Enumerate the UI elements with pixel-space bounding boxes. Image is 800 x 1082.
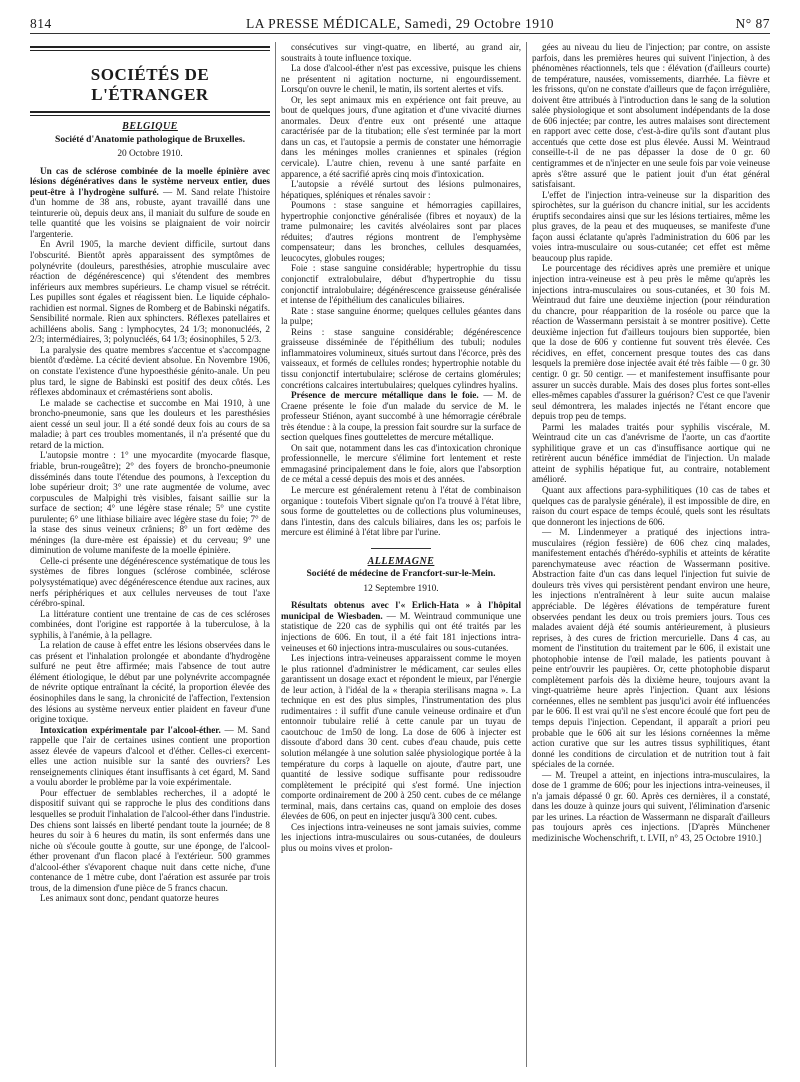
section-separator bbox=[371, 548, 431, 549]
column-divider bbox=[275, 42, 276, 1067]
paragraph-text: — M. Sand rappelle que l'air de certaines usines contient une proportion assez élevée de vapeurs d'alcool et d'éther. Celles-ci exercent-elles une action nuisible sur la santé des ouvriers? Les renseignements cliniques étant insuffisants à cet égard, M. Sand a voulu aborder le problème par la voie expérimentale. bbox=[30, 724, 270, 788]
section-title: SOCIÉTÉS DE L'ÉTRANGER bbox=[90, 65, 210, 104]
session-date: 12 Septembre 1910. bbox=[363, 583, 439, 594]
paragraph bbox=[30, 609, 270, 641]
paragraph bbox=[281, 822, 521, 854]
paragraph bbox=[30, 398, 270, 451]
paragraph-text: — M. Lindenmeyer a pratiqué des injections intra-musculaires (région fessière) de 606 chez cinq malades, manifestement entachés d'hérédo-syphilis et atteints de kératite parenchymateuse avec réaction de Wassermann positive. Abstraction faite d'un cas dans lequel l'injection fut suivie de douleurs très vives qui persistèrent pendant environ une heure, les injections n'entraînèrent à leur suite aucun malaise appréciable. De légères élévations de température furent observées pendant les deux ou trois premiers jours. Tous ces malades avaient déjà été soumis antérieurement, à plusieurs reprises, à des cures de friction mercurielle. Dans 4 cas, au moment de l'institution du traitement par le 606, il existait une photophobie intense de l'œil malade, les patients pouvant à peine entr'ouvrir les paupières. Or, cette photophobie disparut complètement parfois dès la dixième heure, toujours avant la vingt-quatrième heure après l'injection. Quant aux lésions cornéennes, elles ne semblent pas jusqu'ici avoir été influencées par le 606. Il est vrai qu'il ne s'est encore écoulé que fort peu de temps depuis l'injection. Cependant, il apparaît a priori peu probable que le 606 ait sur les lésions cornéennes la même action curative que sur les autres tissus syphilitiques, étant donné les conditions de circulation et de nutrition tout à fait spéciales de la cornée. bbox=[532, 527, 770, 770]
paragraph-text: — M. Weintraud communique une statistique de 220 cas de syphilis qui ont été traités par les injections de 606. En tout, il a été fait 181 injections intra-veineuses et 60 injections intra-musculaires ou sous-cutanées. bbox=[281, 610, 521, 653]
paragraph-text: — M. Sand relate l'histoire d'un homme de 38 ans, robuste, ayant travaillé dans une teinturerie où, depuis deux ans, il maniait du sulfure de soude en telle quantité que les voisins se plaignaient de voir noircir l'argenterie. bbox=[30, 186, 270, 239]
paragraph bbox=[30, 239, 270, 344]
paragraph-lead: Intoxication expérimentale par l'alcool-éther. bbox=[40, 724, 221, 735]
paragraph-text: L'autopsie montre : 1° une myocardite (myocarde flasque, friable, brun-rougeâtre); 2° des foyers de broncho-pneumonie disséminés dans toute l'étendue des poumons, à l'exception du lobe supérieur droit; 3° une rate augmentée de volume, avec corpuscules de Malpighi très visibles, faisant saillie sur la surface de section; 4° une légère stase rénale; 5° une cystite purulente; 6° une lithiase biliaire avec légère stase du foie; 7° de la stase des sinus veineux crâniens; 8° un fort œdème des méninges (la dure-mère est épaissie) et du cerveau; 9° une diminution de volume manifeste de la moelle épinière. bbox=[30, 450, 270, 556]
society-name: Société de médecine de Francfort-sur-le-Mein. bbox=[306, 568, 496, 580]
paragraph-text: Le mercure est généralement retenu à l'état de combinaison organique : toutefois Vibert signale qu'on l'a trouvé à l'état libre, sous forme de gouttelettes ou de collections plus volumineuses, dans l'intestin, dans des calculs biliaires, dans les os; parfois le mercure est éliminé à l'état libre par l'urine. bbox=[281, 484, 521, 538]
paragraph-text: On sait que, notamment dans les cas d'intoxication chronique professionnelle, le mercure s'élimine fort lentement et reste emmagasiné principalement dans le foie, alors que l'absorption de ce métal a cessé depuis des mois et des années. bbox=[281, 442, 521, 485]
header-rule bbox=[30, 33, 770, 34]
paragraph bbox=[281, 485, 521, 538]
section-rule bbox=[30, 111, 270, 116]
paragraph bbox=[281, 653, 521, 822]
paragraph bbox=[532, 263, 770, 421]
paragraph-text: consécutives sur vingt-quatre, en liberté, au grand air, soustraits à toute influence toxique. bbox=[281, 42, 521, 63]
paragraph-text: En Avril 1905, la marche devient difficile, surtout dans l'obscurité. Bientôt après apparaissent des symptômes de polynévrite (douleurs, paresthésies, atrophie musculaire avec réaction de dégénérescence) qui s'étendent des membres inférieurs aux membres supérieurs. Le champ visuel se rétrécit. Les pupilles sont égales et réagissent bien. Le liquide céphalo-rachidien est normal. Signes de Romberg et de Babinski négatifs. Sensibilité normale. Rien aux sphincters. Réflexes patellaires et achilléens abolis. Sang : lymphocytes, 24 1/3; mononucléés, 2 2/3; intermédiaires, 3; polynucléés, 64 1/3; éosinophiles, 5 2/3. bbox=[30, 239, 270, 345]
col2-bottom-body bbox=[281, 600, 521, 853]
paragraph-text: La relation de cause à effet entre les lésions observées dans le cas présent et l'inhalation prolongée et abondante d'hydrogène sulfuré ne peut être affirmée; mais l'absence de tout autre élément étiologique, le début par une polynévrite accompagnée de névrite optique entraînant la cécité, la proportion élevée des éosinophiles dans le sang, la chronicité de l'affection, l'extension des lésions au système nerveux entier plaident en faveur d'une origine toxique. bbox=[30, 640, 270, 725]
paragraph bbox=[30, 556, 270, 609]
paragraph bbox=[532, 422, 770, 485]
paragraph-text: Foie : stase sanguine considérable; hypertrophie du tissu conjonctif extralobulaire, début d'hypertrophie du tissu conjonctif intralobulaire; dégénérescence graisseuse généralisée et intense de l'épithélium des canalicules biliaires. bbox=[281, 263, 521, 306]
paragraph-lead: Présence de mercure métallique dans le foie. bbox=[291, 390, 479, 401]
paragraph-text: La dose d'alcool-éther n'est pas excessive, puisque les chiens ne présentent ni agitation nocturne, ni engourdissement. Lorsqu'on ouvre le chenil, le matin, ils sortent alertes et vifs. bbox=[281, 63, 521, 95]
journal-title: LA PRESSE MÉDICALE, Samedi, 29 Octobre 1910 bbox=[246, 16, 554, 31]
paragraph bbox=[532, 190, 770, 264]
paragraph bbox=[281, 95, 521, 179]
paragraph bbox=[281, 390, 521, 443]
paragraph bbox=[532, 42, 770, 190]
paragraph bbox=[281, 600, 521, 653]
paragraph bbox=[281, 179, 521, 200]
paragraph bbox=[30, 893, 270, 904]
paragraph bbox=[281, 443, 521, 485]
paragraph-text: L'effet de l'injection intra-veineuse sur la disparition des spirochètes, sur la guérison du chancre initial, sur les accidents éruptifs secondaires ainsi que sur les lésions tertiaires, même les plus graves, de la peau et des muqueuses, se manifeste d'une façon aussi éclatante qu'après l'administration du 606 par les voies intra-musculaire ou sous-cutanée; cet effet est même beaucoup plus rapide. bbox=[532, 189, 770, 263]
paragraph bbox=[281, 327, 521, 390]
column-3 bbox=[532, 42, 770, 1072]
paragraph-text: Parmi les malades traités pour syphilis viscérale, M. Weintraud cite un cas d'anévrisme de l'aorte, un cas d'aortite syphilitique grave et un cas d'insuffisance aortique qui ne retirèrent aucun bénéfice immédiat de l'injection. Un malade atteint de syphilis hépatique fut, au contraire, notablement amélioré. bbox=[532, 421, 770, 485]
page-number: 814 bbox=[30, 16, 52, 31]
paragraph bbox=[281, 200, 521, 263]
paragraph bbox=[532, 485, 770, 527]
paragraph bbox=[30, 725, 270, 788]
paragraph-text: Quant aux affections para-syphilitiques (10 cas de tabes et quelques cas de paralysie générale), il est impossible de dire, en raison du court espace de temps écoulé, quels sont les résultats que donneront les injections de 606. bbox=[532, 484, 770, 527]
paragraph-text: Les animaux sont donc, pendant quatorze heures bbox=[40, 893, 219, 904]
paragraph-text: Rate : stase sanguine énorme; quelques cellules géantes dans la pulpe; bbox=[281, 305, 521, 327]
country-heading: BELGIQUE bbox=[122, 121, 178, 132]
section-rule bbox=[30, 46, 270, 51]
column-divider bbox=[526, 42, 527, 1067]
issue-number: N° 87 bbox=[735, 16, 770, 31]
paragraph bbox=[30, 450, 270, 555]
paragraph-text: La littérature contient une trentaine de cas de ces scléroses combinées, dont l'origine est rapportée à la tuberculose, à la syphilis, à l'anémie, à la pellagre. bbox=[30, 608, 270, 640]
column-2 bbox=[281, 42, 521, 1072]
paragraph-text: La paralysie des quatre membres s'accentue et s'accompagne bientôt d'œdème. La cécité devient absolue. En Novembre 1906, on constate l'existence d'une hypoesthésie génito-anale. Un peu plus tard, le signe de Babinski est positif des deux côtés. Les réflexes abdominaux et crémastériens sont abolis. bbox=[30, 344, 270, 398]
session-date: 20 Octobre 1910. bbox=[117, 149, 183, 160]
paragraph-text: Reins : stase sanguine considérable; dégénérescence graisseuse disséminée de l'épithélium des tubuli; nodules inflammatoires volumineux, situés surtout dans l'écorce, près des vaisseaux, et formés de cellules rondes; hypertrophie notable du tissu conjonctif intertubulaire; sclérose de certains glomérules; concrétions calcaires intertubulaires; quelques cylindres hyalins. bbox=[281, 326, 521, 390]
paragraph bbox=[30, 345, 270, 398]
paragraph-text: Ces injections intra-veineuses ne sont jamais suivies, comme les injections intra-musculaires ou sous-cutanées, de douleurs plus ou moins vives et prolon- bbox=[281, 821, 521, 853]
paragraph bbox=[532, 527, 770, 770]
paragraph bbox=[30, 640, 270, 724]
paragraph bbox=[30, 788, 270, 893]
col2-top-body bbox=[281, 42, 521, 538]
paragraph bbox=[281, 263, 521, 305]
paragraph-text: — M. Treupel a atteint, en injections intra-musculaires, la dose de 1 gramme de 606; pour les injections intra-veineuses, il n'a jamais dépassé 0 gr. 60. Après ces dernières, il a constaté, dans les douze à quinze jours qui suivent, l'élimination d'arsenic par les urines. La réaction de Wassermann ne disparaît d'ailleurs pas toujours après ces injections. [D'après Münchener medizinische Wochenschrift, t. LVII, n° 43, 25 Octobre 1910.] bbox=[532, 769, 770, 844]
col3-body bbox=[532, 42, 770, 844]
paragraph bbox=[532, 770, 770, 844]
paragraph-text: gées au niveau du lieu de l'injection; par contre, on assiste parfois, dans les premières heures qui suivent l'injection, à des phénomènes réactionnels, tels que : élévation (d'ailleurs courte) de température, nausées, vomissements, diarrhée. La fièvre et les frissons, qu'on ne constate d'ailleurs que de façon irrégulière, doivent être attribués à l'introduction dans le sang de la solution salée physiologique et sont absolument indépendants de la dose de 606 injectée; par contre, les autres malaises sont directement en rapport avec cette dose, c'est-à-dire qu'ils sont d'autant plus accentués que cette dose est plus élevée. Aussi M. Weintraud conseille-t-il de ne pas dépasser la dose de 0 gr. 60 centigrammes et de n'injecter en une seule fois par voie veineuse après s'être assuré que le patient jouit d'un état général satisfaisant. bbox=[532, 42, 770, 190]
paragraph-lead: Résultats obtenus avec l'« Erlich-Hata » à l'hôpital municipal de Wiesbaden. bbox=[281, 600, 521, 621]
paragraph bbox=[281, 42, 521, 63]
paragraph bbox=[281, 306, 521, 327]
paragraph-text: L'autopsie a révélé surtout des lésions pulmonaires, hépatiques, spléniques et rénales savoir : bbox=[281, 179, 521, 200]
paragraph-text: Les injections intra-veineuses apparaissent comme le moyen le plus rationnel d'administrer le médicament, car seules elles garantissent un dosage exact et répondent le mieux, par l'énergie de leur action, à l'idéal de la « therapia sterilisans magna ». La technique en est des plus simples, l'instrumentation des plus rudimentaires : il suffit d'une canule veineuse ordinaire et d'un entonnoir tubulaire relié à cette canule par un tuyau de caoutchouc de 1m50 de long. La dose de 606 à injecter est dissoute d'abord dans 30 cent. cubes d'eau chaude, puis cette solution mélangée à une solution salée physiologique portée à la température du corps à laquelle on ajoute, d'autre part, une quantité de lessive sodique suffisante pour redissoudre complètement le précipité qui s'est formé. Une injection comporte ordinairement de 200 à 250 cent. cubes de ce mélange terminal, mais, dans certains cas, quand on emploie des doses élevées de 606, on peut en injecter jusqu'à 300 cent. cubes. bbox=[281, 653, 521, 822]
col1-body bbox=[30, 166, 270, 904]
paragraph-text: Le malade se cachectise et succombe en Mai 1910, à une broncho-pneumonie, sans que les douleurs et les paresthésies aient cessé un seul jour. Il a été sondé deux fois au cours de sa maladie; à part ces troubles momentanés, il n'a présenté que du retard de la miction. bbox=[30, 397, 270, 450]
page-header bbox=[30, 8, 770, 36]
paragraph-text: Poumons : stase sanguine et hémorragies capillaires, hypertrophie conjonctive généralisée (fibres et noyaux) de la trame pulmonaire; les cavités alvéolaires sont par places réduites; d'autres régions montrent de l'emphysème compensateur; dans les bronches, cellules desquamées, leucocytes, globules rouges; bbox=[281, 200, 521, 263]
paragraph bbox=[281, 63, 521, 95]
paragraph-lead: Un cas de sclérose combinée de la moelle épinière avec lésions dégénératives dans le système nerveux entier, dues peut-être à l'hydrogène sulfuré. bbox=[30, 165, 270, 197]
paragraph-text: — M. de Craene présente le foie d'un malade du service de M. le professeur Stiénon, ayant succombé à une hémorragie cérébrale très étendue : à la coupe, la pression fait sourdre sur la surface de section quelques fines gouttelettes de mercure métallique. bbox=[281, 390, 521, 443]
paragraph-text: Celle-ci présente une dégénérescence systématique de tous les systèmes de fibres longues (sclérose combinée, sclérose polysystématique) avec dégénérescence étendue aux racines, aux nerfs périphériques et aux cellules nerveuses de tout l'axe cérébro-spinal. bbox=[30, 555, 270, 609]
paragraph-text: Pour effectuer de semblables recherches, il a adopté le dispositif suivant qui se rapproche le plus des conditions dans lesquelles se produit l'inhalation de l'alcool-éther dans l'industrie. Des chiens sont laissés en liberté pendant toute la journée; de 8 heures du soir à 6 heures du matin, ils sont enfermés dans une niche où s'écoule goutte à goutte, sur une éponge, de l'alcool-éther provenant d'un flacon placé à l'extérieur. 500 grammes d'alcool-éther s'évaporent chaque nuit dans cette niche, d'une contenance de 1 mètre cube, dont l'aération est assurée par trois trous, de la dimension d'une pièce de 5 francs chacun. bbox=[30, 787, 270, 893]
paragraph-text: Or, les sept animaux mis en expérience ont fait preuve, au bout de quelques jours, d'une agitation et d'une vivacité diurnes anormales. Deux d'entre eux ont présenté une attaque caractérisée par de la titubation; elle s'est terminée par la mort dans un cas, et l'autopsie a permis de constater une hémorragie dans les méninges molles craniennes et spinales (région cervicale). L'autre chien, revenu à une santé parfaite en apparence, a été sacrifié après cinq mois d'intoxication. bbox=[281, 94, 521, 179]
paragraph bbox=[30, 166, 270, 240]
column-1 bbox=[30, 42, 270, 1072]
society-name: Société d'Anatomie pathologique de Bruxelles. bbox=[54, 133, 245, 145]
paragraph-text: Le pourcentage des récidives après une première et unique injection intra-veineuse est à peu près le même qu'après les injections intra-musculaires ou sous-cutanées, et 30 fois M. Weintraud dut faire une deuxième injection (pour réinduration du chancre, pour réapparition de la roséole ou parce que la réaction de Wassermann persistait à se montrer positive). Cette deuxième injection fut d'ailleurs toujours bien supportée, bien que la dose de 606 y contienne fut souvent très élevée. Ces récidives, en effet, concernent presque toutes des cas dans lesquels la première dose injectée avait été très faible — 0 gr. 30 centigr. 0 gr. 50 centigr. — et manifestement insuffisante pour assurer un succès durable. Mais des doses plus fortes sont-elles elles-mêmes capables d'assurer la guérison? C'est ce que l'avenir seul démontrera, les malades injectés ne l'étant encore que depuis trop peu de temps. bbox=[532, 263, 770, 422]
country-heading: ALLEMAGNE bbox=[367, 555, 435, 567]
